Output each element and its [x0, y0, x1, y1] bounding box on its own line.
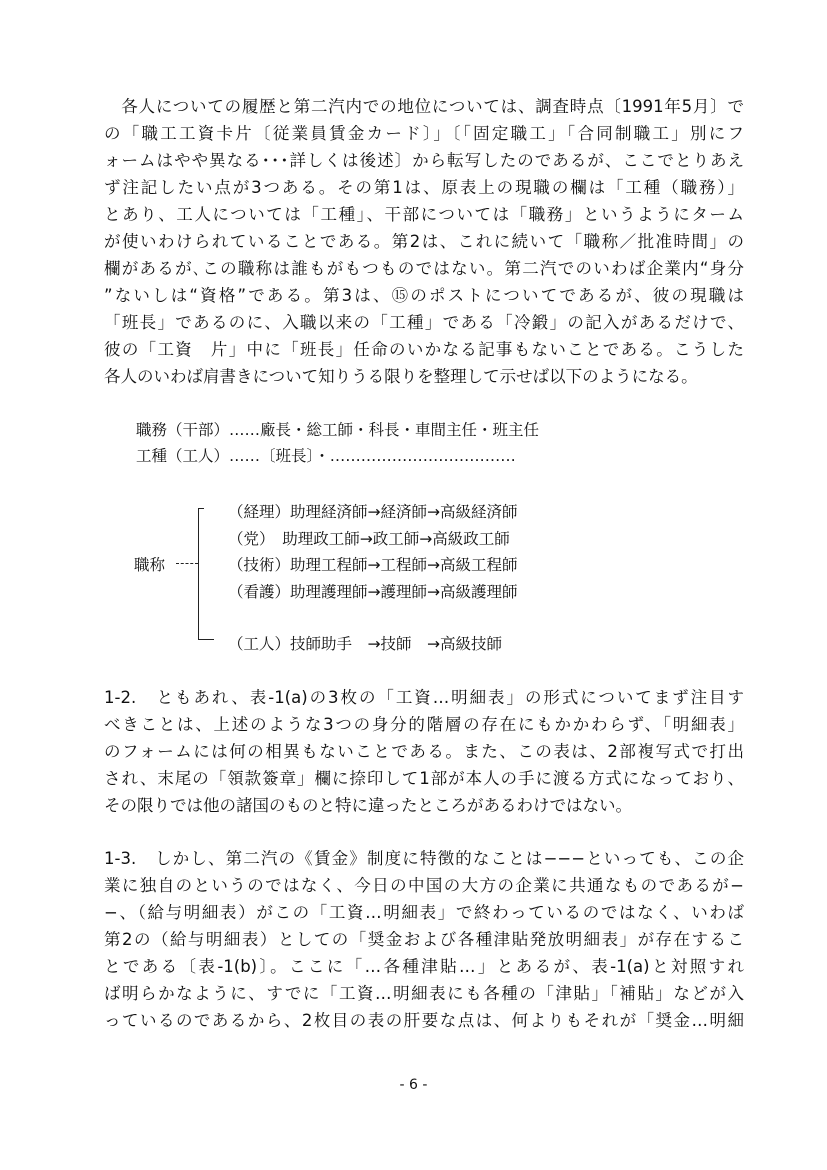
title-item: （経理）助理経済師→経済師→高級経済師 — [228, 503, 518, 521]
bracket-top — [198, 508, 204, 509]
text-line: ォームはやや異なる･･･詳しくは後述〕から転写したのであるが、ここでとりあえ — [104, 151, 744, 170]
connector-dash — [176, 563, 198, 564]
title-item-worker: （工人）技師助手 →技師 →高級技師 — [228, 635, 502, 653]
text-line: ず注記したい点が3つある。その第1は、原表上の現職の欄は「工種（職務）」 — [104, 178, 744, 197]
text-line: −、（給与明細表）がこの「工資…明細表」で終わっているのではなく、いわば — [104, 903, 744, 922]
text-line: 彼の「工資 片」中に「班長」任命のいかなる記事もないことである。こうした — [104, 340, 744, 359]
title-item: （看護）助理護理師→護理師→高級護理師 — [228, 583, 518, 601]
title-label: 職称 — [134, 556, 166, 574]
text-line: の「職工工資卡片〔従業員賃金カード〕」〔「固定職工」「合同制職工」別にフ — [104, 124, 744, 143]
text-line: 1-2. ともあれ、表-1(a)の3枚の「工資…明細表」の形式についてまず注目す — [104, 688, 744, 707]
text-line: 1-3. しかし、第二汽の《賃金》制度に特徴的なことは−−−といっても、この企 — [104, 849, 744, 868]
text-line: っているのであるから、2枚目の表の肝要な点は、何よりもそれが「奨金…明細 — [104, 1011, 744, 1030]
duty-cadre: 職務（干部）……廠長・総工師・科長・車間主任・班主任 — [136, 421, 540, 439]
page-number: - 6 - — [399, 1077, 428, 1093]
text-line: 各人についての履歴と第二汽内での地位については、調査時点〔1991年5月〕で — [104, 97, 744, 116]
bracket-bottom — [198, 639, 214, 640]
text-line: とである〔表-1(b)〕。ここに「…各種津貼…」とあるが、表-1(a)と対照すれ — [104, 957, 744, 976]
text-line: 業に独自のというのではなく、今日の中国の大方の企業に共通なものであるが− — [104, 876, 744, 895]
bracket-line — [198, 508, 199, 640]
text-line: とあり、工人については「工種」、干部については「職務」というようにターム — [104, 205, 744, 224]
text-line: 欄があるが､この職称は誰もがもつものではない。第二汽でのいわば企業内“身分 — [104, 259, 744, 278]
text-line: その限りでは他の諸国のものと特に違ったところがあるわけではない。 — [104, 796, 632, 815]
text-line: ば明らかなように、すでに「工資…明細表にも各種の「津貼」「補貼」などが入 — [104, 984, 744, 1003]
text-line: ”ないしは“資格”である。第3は、⑮のポストについてであるが、彼の現職は — [104, 286, 744, 305]
duty-worker: 工種（工人）……〔班長〕・……………………………… — [136, 447, 516, 465]
text-line: べきことは、上述のような3つの身分的階層の存在にもかかわらず、「明細表」 — [104, 715, 744, 734]
text-line: され、末尾の「領款簽章」欄に捺印して1部が本人の手に渡る方式になっており、 — [104, 769, 744, 788]
text-line: 各人のいわば肩書きについて知りうる限りを整理して示せば以下のようになる。 — [104, 367, 698, 386]
text-line: 「班長」であるのに、入職以来の「工種」である「冷鍛」の記入があるだけで、 — [104, 313, 744, 332]
text-line: が使いわけられていることである。第2は、これに続いて「職称／批准時間」の — [104, 232, 744, 251]
text-line: 第2の（給与明細表）としての「奨金および各種津貼発放明細表」が存在するこ — [104, 930, 744, 949]
text-line: のフォームには何の相異もないことである。また、この表は、2部複写式で打出 — [104, 742, 744, 761]
title-item: （党） 助理政工師→政工師→高級政工師 — [228, 530, 510, 548]
title-item: （技術）助理工程師→工程師→高級工程師 — [228, 556, 518, 574]
